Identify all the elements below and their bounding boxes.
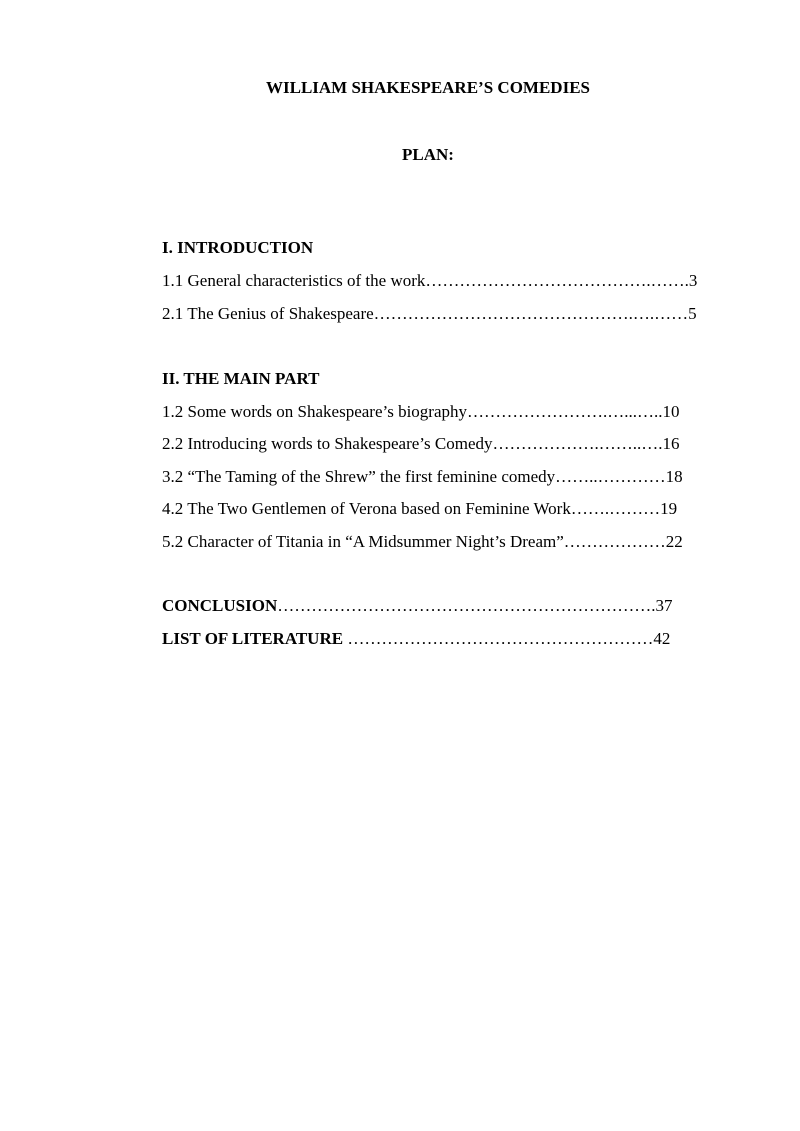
- toc-entry: 3.2 “The Taming of the Shrew” the first feminine comedy……..…………18: [162, 467, 683, 486]
- toc-entry-conclusion: [162, 596, 673, 616]
- toc-entry: 4.2 The Two Gentlemen of Verona based on Feminine Work…….………19: [162, 499, 678, 518]
- section-heading-introduction: I. INTRODUCTION: [162, 238, 314, 257]
- conclusion-label: CONCLUSION: [162, 596, 278, 615]
- toc-entry: 2.2 Introducing words to Shakespeare’s Comedy……………….……..….16: [162, 434, 680, 453]
- toc-entry-literature: [162, 629, 670, 649]
- plan-heading: PLAN:: [402, 145, 454, 164]
- conclusion-leader: ………………………………………………………….37: [277, 596, 673, 615]
- toc-entry: 1.1 General characteristics of the work………………………………….…….3: [162, 271, 698, 290]
- toc-entry: 5.2 Character of Titania in “A Midsummer Night’s Dream”………………22: [162, 532, 683, 551]
- literature-label: LIST OF LITERATURE: [162, 629, 344, 648]
- document-title: WILLIAM SHAKESPEARE’S COMEDIES: [265, 78, 590, 97]
- literature-leader: ………………………………………………42: [343, 629, 671, 648]
- section-heading-main-part: II. THE MAIN PART: [162, 369, 320, 388]
- toc-entry: 2.1 The Genius of Shakespeare……………………………………….….……5: [162, 304, 697, 323]
- toc-entry: 1.2 Some words on Shakespeare’s biography…………………….…...…..10: [162, 402, 680, 421]
